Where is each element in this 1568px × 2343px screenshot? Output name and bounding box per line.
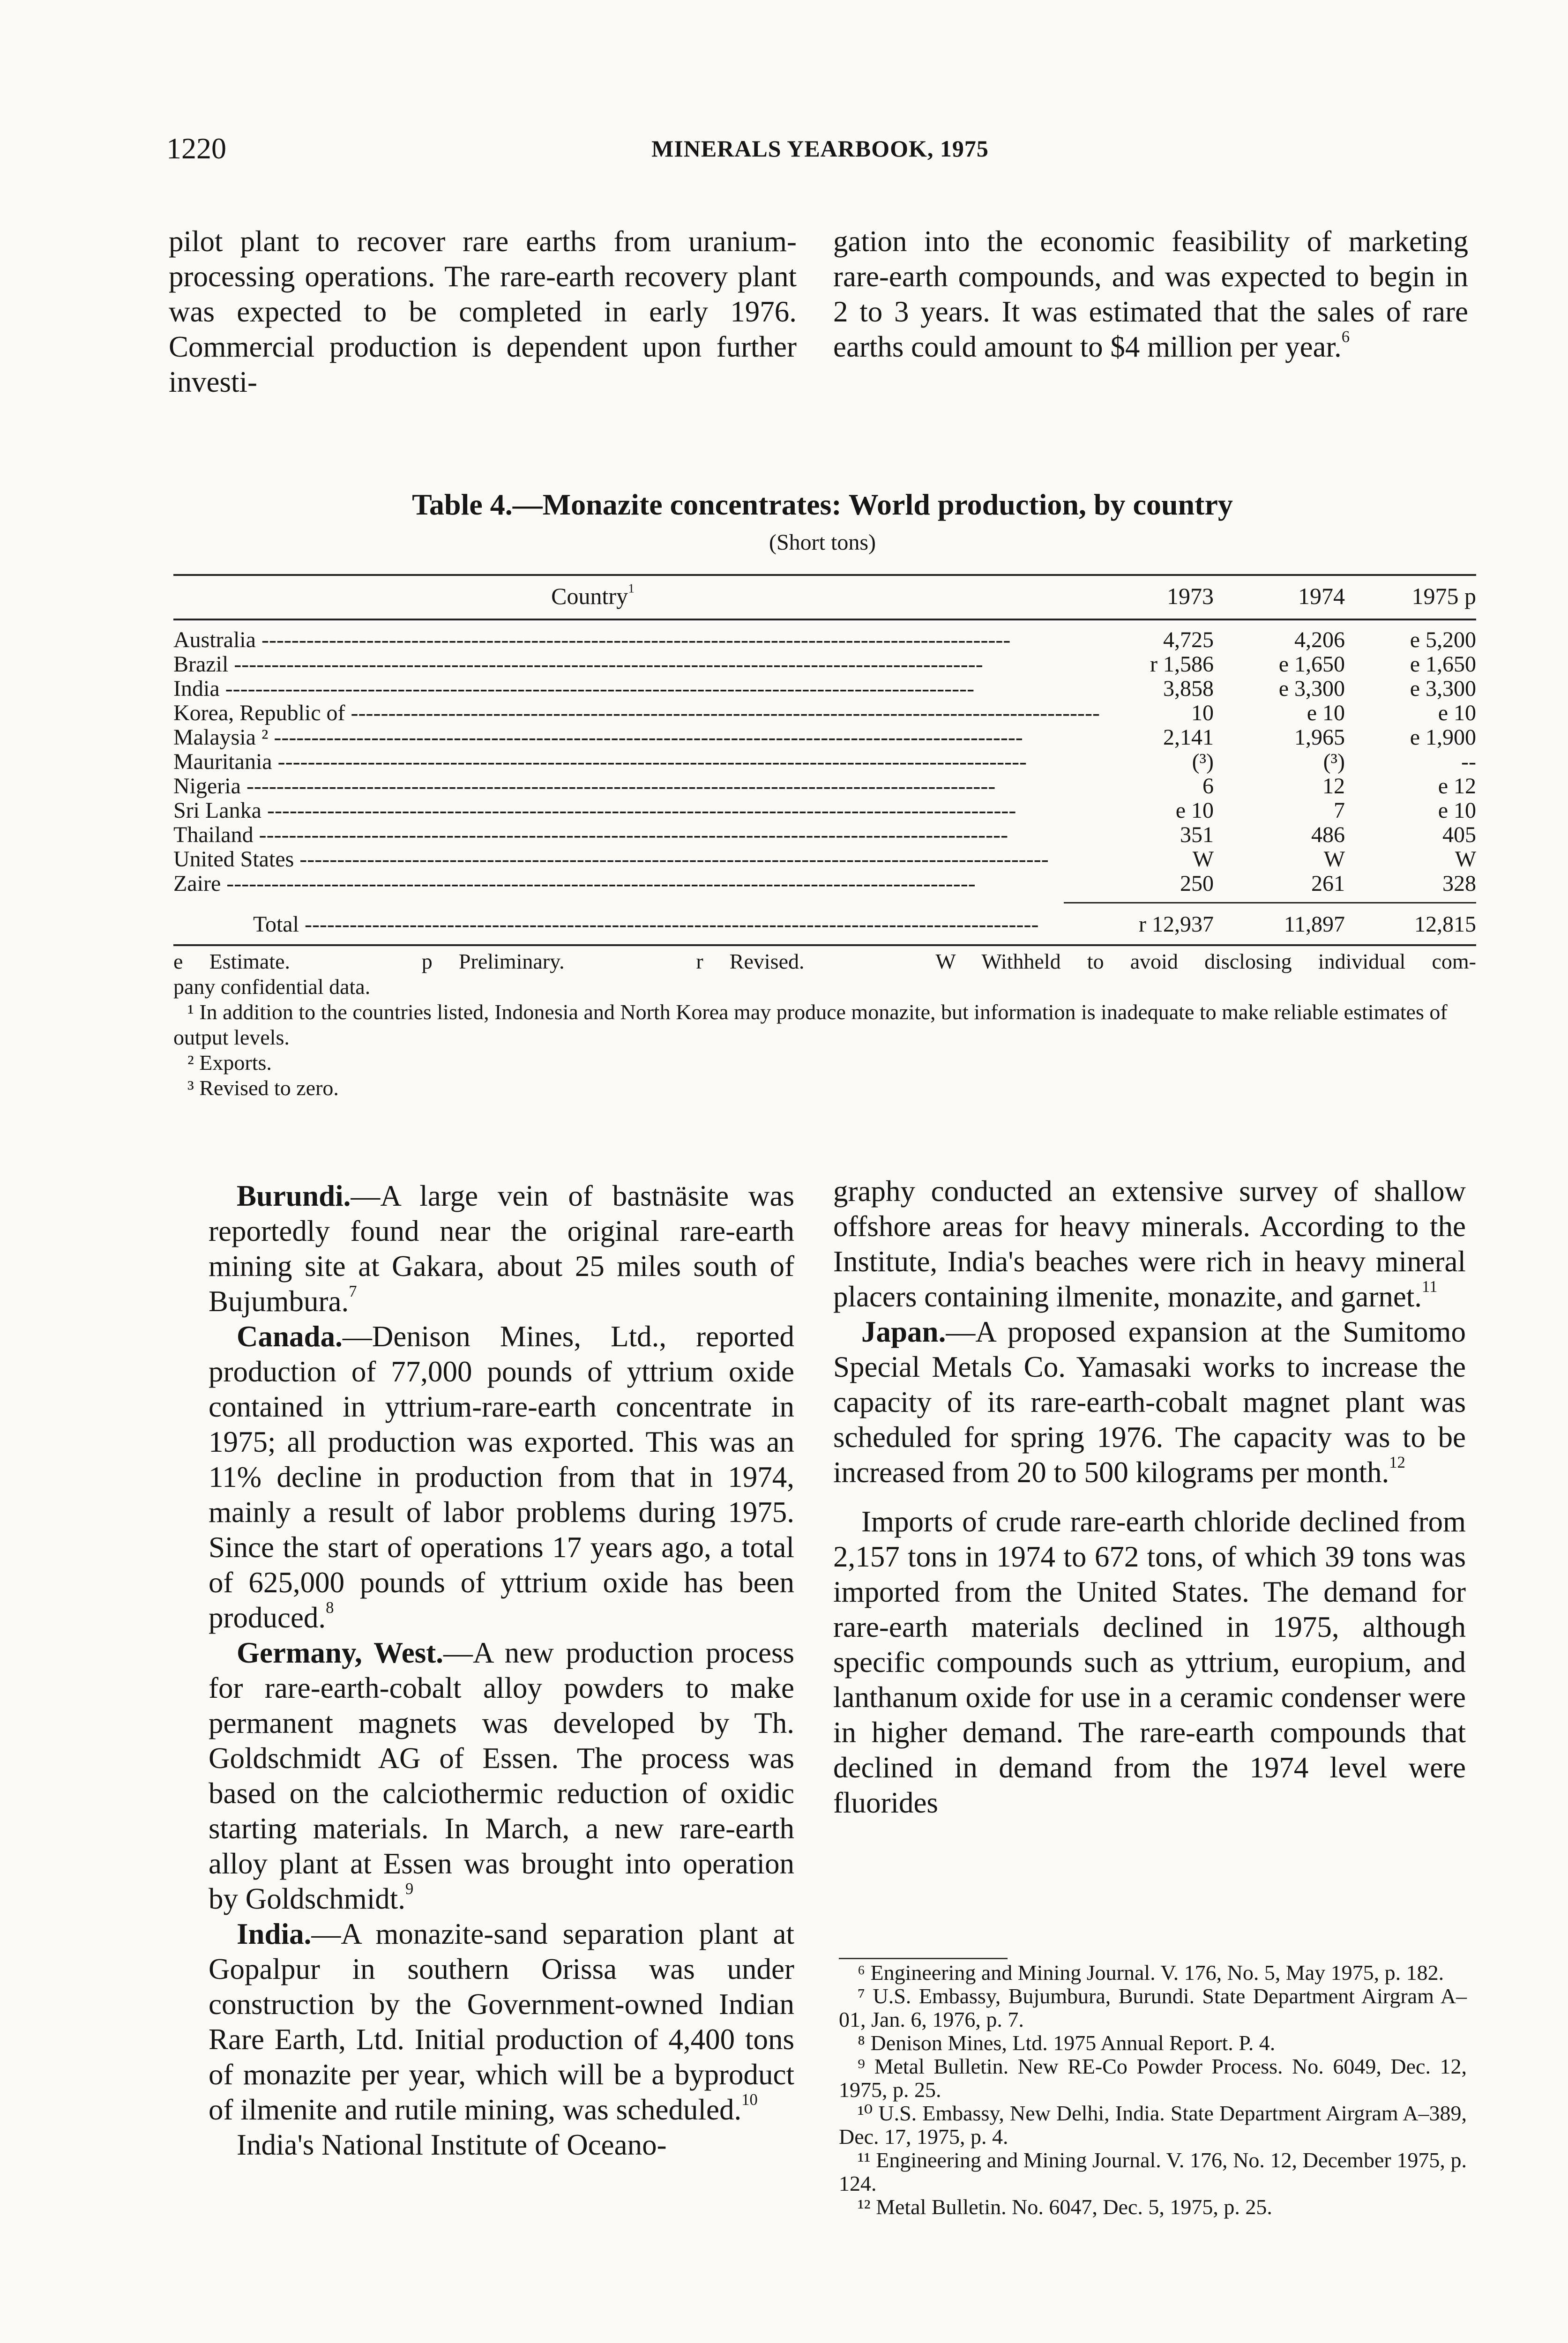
row-country: Mauritania ---------------------------------------------------------------------------------------------------- bbox=[173, 749, 1027, 774]
running-title: MINERALS YEARBOOK, 1975 bbox=[651, 135, 989, 162]
footnote-ref: 10 bbox=[741, 2090, 758, 2109]
table-row bbox=[173, 701, 1476, 725]
header-1975: 1975 p bbox=[1411, 583, 1476, 609]
body-left-column bbox=[209, 1179, 794, 2163]
footnote-ref: 9 bbox=[405, 1880, 414, 1898]
india-paragraph: India.—A monazite-sand separation plant at Gopalpur in southern Orissa was under construction by the Government-owned Indian Rare Earth, Ltd. Initial production of 4,400 tons of monazite per year, which will be a byproduct of ilmenite and rutile mining, was scheduled.$^{10}$ bbox=[209, 1918, 794, 2126]
burundi-paragraph: Burundi.—A large vein of bastnäsite was reportedly found near the original rare-earth mining site at Gakara, about 25 miles south of Bujumbura.$^7$ bbox=[209, 1179, 794, 1318]
header-1974: 1974 bbox=[1298, 583, 1345, 609]
row-1973: r 1,586 bbox=[1150, 652, 1214, 677]
table-row bbox=[173, 872, 1476, 896]
intro-right-paragraph bbox=[833, 224, 1468, 365]
footnote-ref: 8 bbox=[326, 1598, 334, 1617]
intro-left-column bbox=[169, 224, 797, 400]
row-1975: e 1,900 bbox=[1410, 725, 1476, 750]
table-notes bbox=[173, 949, 1476, 1101]
table-row bbox=[173, 628, 1476, 652]
table-legend-continued: pany confidential data. bbox=[173, 975, 371, 999]
row-1973: 10 bbox=[1191, 701, 1214, 725]
row-1974: 261 bbox=[1311, 871, 1345, 896]
intro-right-column bbox=[833, 224, 1468, 365]
row-1973: (³) bbox=[1192, 749, 1214, 774]
row-1975: e 5,200 bbox=[1410, 627, 1476, 652]
footnote: ¹⁰ U.S. Embassy, New Delhi, India. State Department Airgram A–389, Dec. 17, 1975, p. 4. bbox=[839, 2101, 1467, 2149]
row-1974: 12 bbox=[1322, 774, 1345, 798]
row-1973: W bbox=[1192, 847, 1214, 872]
row-1974: 486 bbox=[1311, 822, 1345, 847]
row-1975: W bbox=[1455, 847, 1476, 872]
row-country: India ---------------------------------------------------------------------------------------------------- bbox=[173, 676, 975, 701]
footnote: ⁸ Denison Mines, Ltd. 1975 Annual Report. P. 4. bbox=[858, 2031, 1276, 2055]
table-note-2: ² Exports. bbox=[187, 1051, 272, 1074]
row-1975: 405 bbox=[1442, 822, 1476, 847]
footnotes bbox=[839, 1961, 1467, 2219]
row-1974: 1,965 bbox=[1294, 725, 1345, 750]
row-country: Thailand ---------------------------------------------------------------------------------------------------- bbox=[173, 822, 1008, 847]
imports-paragraph: Imports of crude rare-earth chloride declined from 2,157 tons in 1974 to 672 tons, of which 39 tons was imported from the United States. The demand for rare-earth materials declined in 1975, although specific compounds such as yttrium, europium, and lanthanum oxide for use in a ceramic condenser were in higher demand. The rare-earth compounds that declined in demand from the 1974 level were fluorides bbox=[833, 1505, 1466, 1819]
row-1974: e 1,650 bbox=[1278, 652, 1345, 677]
page-number: 1220 bbox=[166, 132, 226, 165]
row-country: Sri Lanka ---------------------------------------------------------------------------------------------------- bbox=[173, 798, 1016, 823]
section-heading: Canada. bbox=[237, 1320, 343, 1353]
table-note-1: ¹ In addition to the countries listed, Indonesia and North Korea may produce monazite, but information is inadequate to make reliable estimates of output levels. bbox=[173, 1000, 1448, 1049]
running-header bbox=[166, 131, 1474, 173]
table-row bbox=[173, 798, 1476, 823]
canada-paragraph: Canada.—Denison Mines, Ltd., reported production of 77,000 pounds of yttrium oxide contained in yttrium-rare-earth concentrate in 1975; all production was exported. This was an 11% decline in production from that in 1974, mainly a result of labor problems during 1975. Since the start of operations 17 years ago, a total of 625,000 pounds of yttrium oxide has been produced.$^8$ bbox=[209, 1320, 794, 1634]
continued-paragraph: graphy conducted an extensive survey of shallow offshore areas for heavy minerals. According to the Institute, India's beaches were rich in heavy mineral placers containing ilmenite, monazite, and garnet.$^{11}$ bbox=[833, 1175, 1466, 1313]
footnote: ¹² Metal Bulletin. No. 6047, Dec. 5, 1975, p. 25. bbox=[858, 2195, 1272, 2219]
table-total-row bbox=[173, 912, 1476, 937]
row-country: Brazil ---------------------------------------------------------------------------------------------------- bbox=[173, 652, 983, 677]
row-1973: 250 bbox=[1180, 871, 1214, 896]
row-country: Australia ---------------------------------------------------------------------------------------------------- bbox=[173, 627, 1011, 652]
table-header-row bbox=[173, 582, 1476, 615]
table-header-rule bbox=[173, 619, 1476, 620]
japan-paragraph: Japan.—A proposed expansion at the Sumitomo Special Metals Co. Yamasaki works to increase the capacity of its rare-earth-cobalt magnet plant was scheduled for spring 1976. The capacity was to be increased from 20 to 500 kilograms per month.$^{12}$ bbox=[833, 1315, 1466, 1489]
section-heading: Burundi. bbox=[237, 1179, 351, 1212]
section-heading: Germany, West. bbox=[237, 1636, 444, 1669]
footnote: ⁷ U.S. Embassy, Bujumbura, Burundi. State Department Airgram A–01, Jan. 6, 1976, p. 7. bbox=[839, 1984, 1467, 2031]
total-rule bbox=[1064, 902, 1476, 903]
footnote-rule bbox=[839, 1958, 1008, 1959]
table-row bbox=[173, 823, 1476, 847]
total-1975: 12,815 bbox=[1414, 912, 1476, 937]
header-country: Country$^1$ bbox=[551, 581, 635, 609]
row-1975: e 10 bbox=[1438, 701, 1476, 725]
table-row bbox=[173, 750, 1476, 774]
row-1973: 6 bbox=[1202, 774, 1214, 798]
row-1975: e 10 bbox=[1438, 798, 1476, 823]
india-continued-paragraph: India's National Institute of Oceano- bbox=[237, 2128, 667, 2161]
section-heading: India. bbox=[237, 1918, 312, 1950]
table-bottom-rule bbox=[173, 944, 1476, 946]
row-1975: 328 bbox=[1442, 871, 1476, 896]
intro-right-text: gation into the economic feasibility of marketing rare-earth compounds, and was expected to begin in 2 to 3 years. It was estimated that the sales of rare earths could amount to $4 million per year. bbox=[833, 225, 1468, 363]
table-subtitle: (Short tons) bbox=[769, 530, 876, 555]
row-1973: 351 bbox=[1180, 822, 1214, 847]
row-country: Nigeria ---------------------------------------------------------------------------------------------------- bbox=[173, 774, 996, 798]
row-1973: 4,725 bbox=[1163, 627, 1214, 652]
body-right-column bbox=[833, 1174, 1466, 1821]
row-1975: e 12 bbox=[1438, 774, 1476, 798]
footnote-ref: 7 bbox=[349, 1282, 357, 1300]
row-1974: (³) bbox=[1323, 749, 1345, 774]
row-1975: e 3,300 bbox=[1410, 676, 1476, 701]
table-row bbox=[173, 677, 1476, 701]
row-1974: 7 bbox=[1334, 798, 1345, 823]
footnote-ref: 11 bbox=[1422, 1277, 1438, 1296]
footnote: ⁶ Engineering and Mining Journal. V. 176, No. 5, May 1975, p. 182. bbox=[858, 1961, 1444, 1985]
footnote-ref: 6 bbox=[1341, 328, 1350, 346]
section-heading: Japan. bbox=[861, 1315, 946, 1348]
footnote: ¹¹ Engineering and Mining Journal. V. 176, No. 12, December 1975, p. 124. bbox=[839, 2148, 1467, 2195]
row-country: Korea, Republic of ---------------------------------------------------------------------------------------------------- bbox=[173, 701, 1100, 725]
row-1975: -- bbox=[1461, 749, 1476, 774]
header-1973: 1973 bbox=[1167, 583, 1214, 609]
total-label: Total -------------------------------------------------------------------------------------------------- bbox=[253, 912, 1039, 937]
row-1975: e 1,650 bbox=[1410, 652, 1476, 677]
table-row bbox=[173, 847, 1476, 872]
row-country: United States ---------------------------------------------------------------------------------------------------- bbox=[173, 847, 1049, 872]
intro-left-text: pilot plant to recover rare earths from uranium-processing operations. The rare-earth recovery plant was expected to be completed in early 1976. Commercial production is dependent upon further investi- bbox=[169, 225, 797, 398]
table-note-3: ³ Revised to zero. bbox=[187, 1076, 339, 1100]
table-row bbox=[173, 774, 1476, 798]
footnote: ⁹ Metal Bulletin. New RE-Co Powder Process. No. 6049, Dec. 12, 1975, p. 25. bbox=[839, 2054, 1467, 2102]
table-row bbox=[173, 725, 1476, 750]
table-top-rule bbox=[173, 574, 1476, 576]
row-1974: W bbox=[1323, 847, 1345, 872]
row-country: Zaire ---------------------------------------------------------------------------------------------------- bbox=[173, 871, 976, 896]
germany-paragraph: Germany, West.—A new production process for rare-earth-cobalt alloy powders to make permanent magnets was developed by Th. Goldschmidt AG of Essen. The process was based on the calciothermic reduction of oxidic starting materials. In March, a new rare-earth alloy plant at Essen was brought into operation by Goldschmidt.$^9$ bbox=[209, 1636, 794, 1915]
row-1974: e 10 bbox=[1307, 701, 1345, 725]
total-1974: 11,897 bbox=[1284, 912, 1345, 937]
table-legend: e Estimate. p Preliminary. r Revised. W Withheld to avoid disclosing individual com- bbox=[173, 949, 1476, 973]
row-1974: 4,206 bbox=[1294, 627, 1345, 652]
total-1973: r 12,937 bbox=[1139, 912, 1214, 937]
row-1973: 3,858 bbox=[1163, 676, 1214, 701]
footnote-ref: 12 bbox=[1389, 1453, 1405, 1471]
table-title: Table 4.—Monazite concentrates: World production, by country bbox=[412, 488, 1233, 521]
row-1973: 2,141 bbox=[1163, 725, 1214, 750]
row-country: Malaysia ² ---------------------------------------------------------------------------------------------------- bbox=[173, 725, 1023, 750]
row-1974: e 3,300 bbox=[1278, 676, 1345, 701]
row-1973: e 10 bbox=[1175, 798, 1214, 823]
table-row bbox=[173, 652, 1476, 677]
